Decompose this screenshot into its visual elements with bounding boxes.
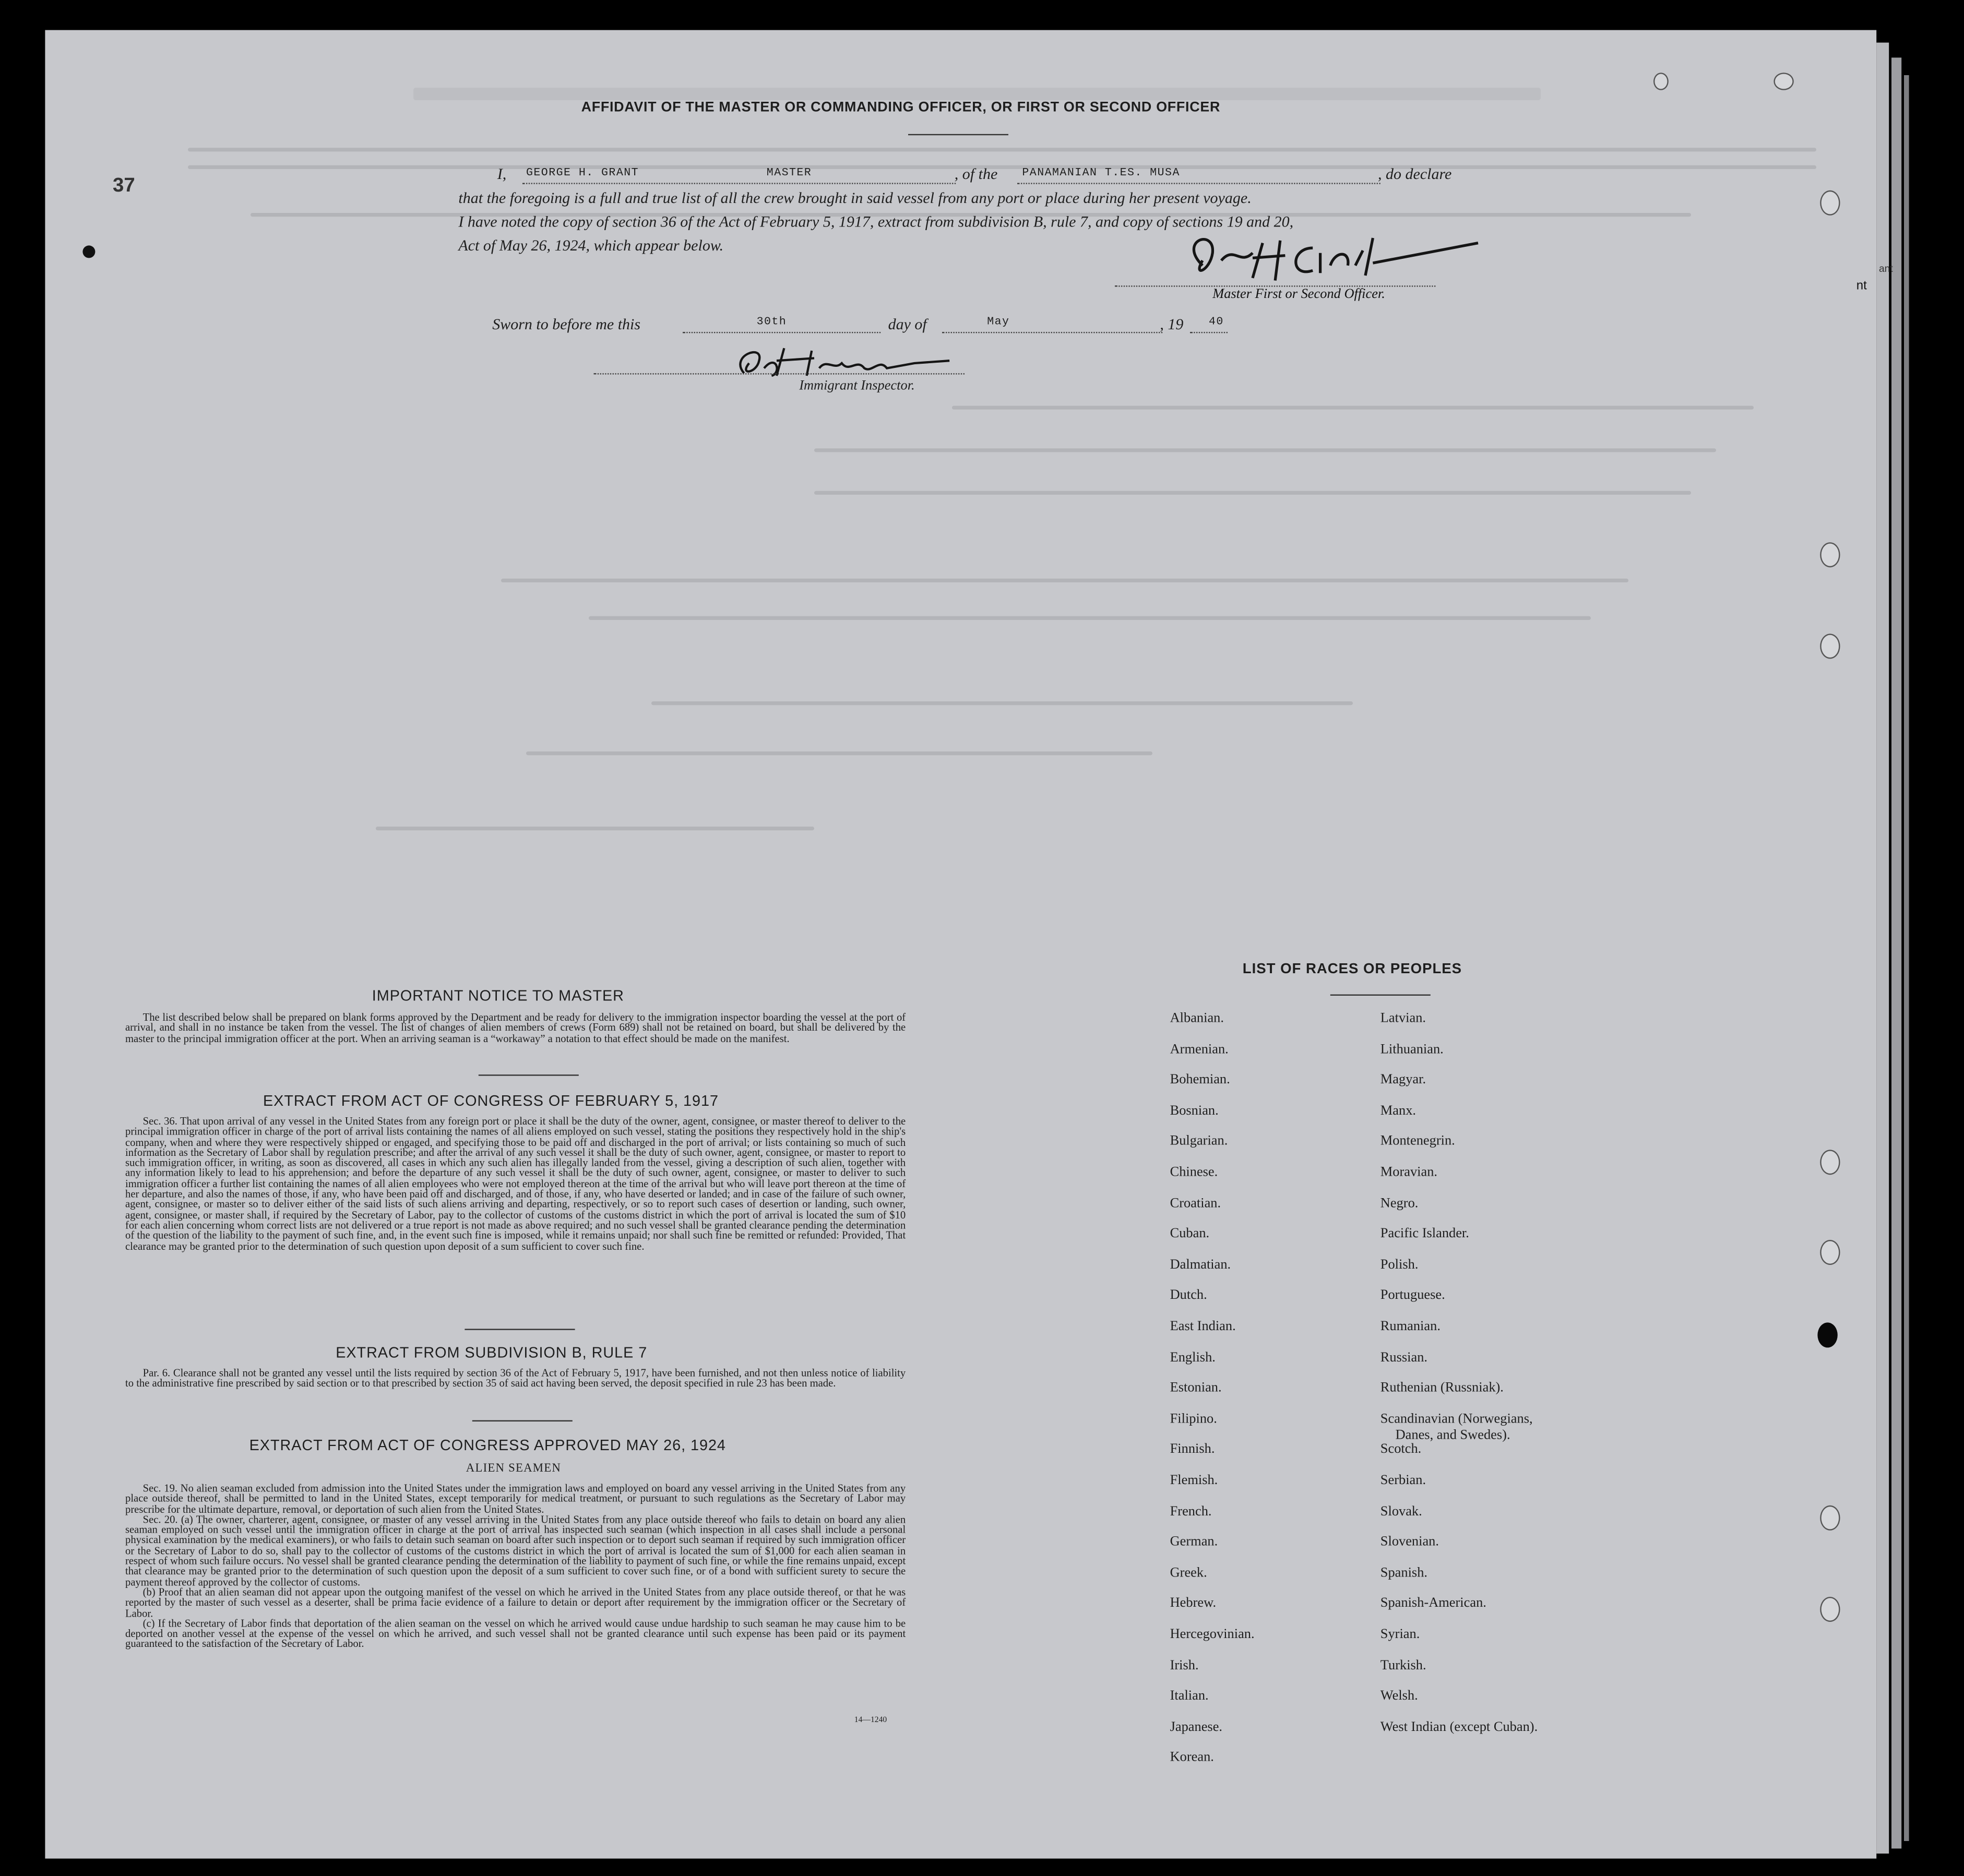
sworn-month: May xyxy=(987,315,1010,328)
extract-1924-subtitle: ALIEN SEAMEN xyxy=(466,1463,562,1476)
ink-dot xyxy=(82,245,95,258)
punch-hole xyxy=(1820,1505,1840,1531)
race-item: Irish. xyxy=(1170,1657,1199,1673)
race-item: Scotch. xyxy=(1380,1442,1422,1457)
master-name: GEORGE H. GRANT xyxy=(526,166,639,180)
race-item: French. xyxy=(1170,1503,1212,1519)
race-item: Lithuanian. xyxy=(1380,1041,1444,1057)
races-title: LIST OF RACES OR PEOPLES xyxy=(1242,962,1462,977)
margin-mark: 37 xyxy=(113,175,135,197)
fill-line xyxy=(522,183,956,184)
vessel-name: PANAMANIAN T.ES. MUSA xyxy=(1022,166,1180,180)
race-item: Montenegrin. xyxy=(1380,1133,1455,1149)
race-item: Cuban. xyxy=(1170,1226,1210,1241)
fill-line xyxy=(942,332,1162,333)
race-item: Russian. xyxy=(1380,1349,1428,1365)
race-item: Greek. xyxy=(1170,1565,1207,1581)
signature-line xyxy=(1115,285,1435,286)
day-of-label: day of xyxy=(888,315,927,333)
year-prefix: , 19 xyxy=(1160,315,1184,333)
race-item: Spanish. xyxy=(1380,1565,1428,1581)
divider xyxy=(1330,995,1431,996)
race-item: Moravian. xyxy=(1380,1165,1438,1180)
race-item: Serbian. xyxy=(1380,1473,1426,1488)
race-item: Estonian. xyxy=(1170,1380,1222,1396)
punch-hole xyxy=(1820,542,1840,567)
race-item: Bulgarian. xyxy=(1170,1133,1228,1149)
affidavit-title: AFFIDAVIT OF THE MASTER OR COMMANDING OFFICER, OR FIRST OR SECOND OFFICER xyxy=(581,100,1221,115)
divider xyxy=(908,134,1008,135)
punch-hole xyxy=(1820,634,1840,659)
divider xyxy=(479,1074,579,1076)
race-item: Dalmatian. xyxy=(1170,1257,1231,1272)
race-item: Scandinavian (Norwegians, xyxy=(1380,1411,1533,1427)
rule7-text: Par. 6. Clearance shall not be granted any vessel until the lists required by section 36 of the Act of February 5, 1917, have been furnished, and not then unless notice of liability to the administrative fine prescribed by said section or to that prescribed by section 35 of said act having been served, the deposit specified in rule 23 has been made. xyxy=(125,1366,906,1390)
race-item: Slovenian. xyxy=(1380,1534,1439,1550)
race-item: German. xyxy=(1170,1534,1218,1550)
edge-mark: ant xyxy=(1879,263,1893,274)
fill-line xyxy=(1190,332,1228,333)
bleed-through xyxy=(376,827,814,830)
sworn-day: 30th xyxy=(756,315,787,328)
rule7-title: EXTRACT FROM SUBDIVISION B, RULE 7 xyxy=(336,1344,648,1361)
race-item: Polish. xyxy=(1380,1257,1419,1272)
race-item: Portuguese. xyxy=(1380,1288,1445,1303)
extract-1917-text: Sec. 36. That upon arrival of any vessel in the United States from any foreign port or place it shall be the duty of the owner, agent, consignee, or master thereof to deliver to the principal immigration officer in charge of the port of arrival lists containing the names of all aliens employed on such vessel, stating the positions they respectively hold in the ship's company, when and where they were respectively shipped or engaged, and specifying those to be paid off and discharged in the port of arrival; or lists containing so much of such information as the Secretary of Labor shall by regulation prescribe; and after the arrival of any such vessel it shall be the duty of such owner, agent, consignee, or master to report to such immigration officer, in writing, as soon as discovered, all cases in which any such alien has illegally landed from the vessel, giving a description of such alien, together with any information likely to lead to his apprehension; and before the departure of any such vessel it shall be the duty of such owner, agent, consignee, or master to deliver to such immigration officer a further list containing the names of all alien employees who were not employed thereon at the time of the arrival but who will leave port thereon at the time of her departure, and also the names of those, if any, who have been paid off and discharged, and of those, if any, who have deserted or landed; and in case of the failure of such owner, agent, consignee, or master so to deliver either of the said lists of such aliens arriving and departing, respectively, or so to report such cases of desertion or landing, such owner, agent, consignee, or master shall, if required by the Secretary of Labor, pay to the collector of customs of the customs district in which the port of arrival is located the sum of $10 for each alien concerning whom correct lists are not delivered or a true report is not made as above required; and no such vessel shall be granted clearance pending the determination of the question of the liability to the payment of such fine, and, in the event such fine is imposed, while it remains unpaid; nor shall such fine be remitted or refunded: Provided, That clearance may be granted prior to the determination of such question upon deposit of a sum sufficient to cover such fine. xyxy=(125,1115,906,1252)
notice-text: The list described below shall be prepared on blank forms approved by the Department and be ready for delivery to the immigration inspector boarding the vessel at the port of arrival, and shall in no instance be taken from the vessel. The list of changes of alien members of crews (Form 689) shall not be retained on board, but shall be delivered by the master to the principal immigration officer at the port. When an arriving seaman is a “workaway” a notation to that effect should be made on the manifest. xyxy=(125,1010,906,1044)
fill-line xyxy=(683,332,880,333)
bleed-through xyxy=(814,491,1691,495)
bleed-through xyxy=(413,88,1541,100)
race-item: Filipino. xyxy=(1170,1411,1217,1427)
divider xyxy=(472,1420,573,1421)
race-item: Dutch. xyxy=(1170,1288,1207,1303)
page-edge xyxy=(1876,43,1889,1854)
fill-line xyxy=(1017,183,1380,184)
punch-hole xyxy=(1773,73,1793,90)
race-item: Ruthenian (Russniak). xyxy=(1380,1380,1504,1396)
master-signature xyxy=(1165,228,1491,293)
inspector-signature xyxy=(727,341,965,384)
page-edge xyxy=(1904,75,1909,1841)
edge-mark: nt xyxy=(1854,279,1870,293)
race-item: Hercegovinian. xyxy=(1170,1627,1255,1642)
bleed-through xyxy=(188,148,1816,151)
race-item: Japanese. xyxy=(1170,1719,1223,1735)
race-item: English. xyxy=(1170,1349,1216,1365)
punch-hole xyxy=(1820,1597,1840,1622)
extract-1924-title: EXTRACT FROM ACT OF CONGRESS APPROVED MAY 26, 1924 xyxy=(249,1436,726,1454)
master-rank: MASTER xyxy=(766,166,812,180)
do-declare-label: , do declare xyxy=(1378,165,1452,183)
bleed-through xyxy=(589,616,1591,620)
race-item: Pacific Islander. xyxy=(1380,1226,1469,1241)
affidavit-line: I have noted the copy of section 36 of the Act of February 5, 1917, extract from subdivision B, rule 7, and copy of sections 19 and 20, xyxy=(458,213,1294,231)
race-item: Korean. xyxy=(1170,1750,1214,1765)
race-item: Spanish-American. xyxy=(1380,1596,1486,1611)
punch-hole xyxy=(1653,73,1669,90)
race-item: Italian. xyxy=(1170,1688,1209,1704)
notice-title: IMPORTANT NOTICE TO MASTER xyxy=(372,987,624,1005)
race-item: Magyar. xyxy=(1380,1072,1426,1088)
race-item: Bosnian. xyxy=(1170,1103,1219,1118)
bleed-through xyxy=(188,165,1816,169)
race-item: Flemish. xyxy=(1170,1473,1218,1488)
bleed-through xyxy=(952,406,1754,410)
race-item: Turkish. xyxy=(1380,1657,1426,1673)
punch-hole xyxy=(1820,1150,1840,1175)
punch-hole xyxy=(1817,1322,1837,1347)
bleed-through xyxy=(501,579,1628,582)
bleed-through xyxy=(814,448,1716,452)
race-item: Welsh. xyxy=(1380,1688,1418,1704)
bleed-through xyxy=(651,701,1353,705)
sworn-year: 40 xyxy=(1209,315,1224,328)
race-item: East Indian. xyxy=(1170,1319,1236,1334)
race-item: Croatian. xyxy=(1170,1196,1221,1211)
affidavit-line: Act of May 26, 1924, which appear below. xyxy=(458,236,724,255)
signature-line xyxy=(594,373,965,374)
bleed-through xyxy=(526,751,1152,755)
race-item: Danes, and Swedes). xyxy=(1395,1427,1510,1443)
inspector-caption: Immigrant Inspector. xyxy=(799,378,915,393)
race-item: Latvian. xyxy=(1380,1010,1426,1026)
race-item: Rumanian. xyxy=(1380,1319,1441,1334)
affidavit-i: I, xyxy=(497,165,507,183)
divider xyxy=(465,1329,575,1330)
form-number: 14—1240 xyxy=(854,1716,887,1725)
race-item: Hebrew. xyxy=(1170,1596,1217,1611)
page-edge xyxy=(1891,57,1901,1848)
race-item: Bohemian. xyxy=(1170,1072,1230,1088)
race-item: Armenian. xyxy=(1170,1041,1229,1057)
race-item: Albanian. xyxy=(1170,1010,1224,1026)
extract-1917-title: EXTRACT FROM ACT OF CONGRESS OF FEBRUARY 5, 1917 xyxy=(263,1092,719,1110)
extract-1924-text: Sec. 19. No alien seaman excluded from admission into the United States under the immigration laws and employed on board any vessel arriving in the United States from any place outside thereof, shall be permitted to land in the United States, except temporarily for medical treatment, or pursuant to such regulations as the Secretary of Labor may prescribe for the ultimate departure, removal, or deportation of such alien from the United States. Sec. 20. (a) The owner, charterer, agent, consignee, or master of any vessel arriving in the United States from any place outside thereof who fails to detain on board any alien seaman employed on such vessel until the immigration officer in charge at the port of arrival has inspected such seaman (which inspection in all cases shall include a personal physical examination by the medical examiners), or who fails to detain such seaman on board after such inspection or to deport such seaman if required by such immigration officer or the Secretary of Labor to do so, shall pay to the collector of customs of the customs district in which the port of arrival is located the sum of $1,000 for each alien seaman in respect of whom such failure occurs. No vessel shall be granted clearance pending the determination of the liability to payment of such fine, or while the fine remains unpaid, except that clearance may be granted prior to the determination of such question upon the deposit of a sum sufficient to cover such fine, or of a bond with sufficient surety to secure the payment thereof approved by the collector of customs. (b) Proof that an alien seaman did not appear upon the outgoing manifest of the vessel on which he arrived in the United States from any place outside thereof, or that he was reported by the master of such vessel as a deserter, shall be prima facie evidence of a failure to detain or deport after requirement by the immigration officer or the Secretary of Labor. (c) If the Secretary of Labor finds that deportation of the alien seaman on the vessel on which he arrived would cause undue hardship to such seaman he may cause him to be deported on another vessel at the expense of the vessel on which he arrived, and such vessel shall not be granted clearance until such expense has been paid or its payment guaranteed to the satisfaction of the Secretary of Labor. xyxy=(125,1481,906,1650)
punch-hole xyxy=(1820,190,1840,216)
race-item: Syrian. xyxy=(1380,1627,1420,1642)
race-item: Finnish. xyxy=(1170,1442,1215,1457)
of-the-label: , of the xyxy=(954,165,998,183)
race-item: Manx. xyxy=(1380,1103,1417,1118)
race-item: Slovak. xyxy=(1380,1503,1422,1519)
race-item: Negro. xyxy=(1380,1196,1419,1211)
punch-hole xyxy=(1820,1240,1840,1265)
race-item: West Indian (except Cuban). xyxy=(1380,1719,1538,1735)
affidavit-line: that the foregoing is a full and true list of all the crew brought in said vessel from any port or place during her present voyage. xyxy=(458,189,1252,207)
signature-caption: Master First or Second Officer. xyxy=(1212,286,1385,302)
race-item: Chinese. xyxy=(1170,1165,1218,1180)
sworn-label: Sworn to before me this xyxy=(492,315,641,333)
